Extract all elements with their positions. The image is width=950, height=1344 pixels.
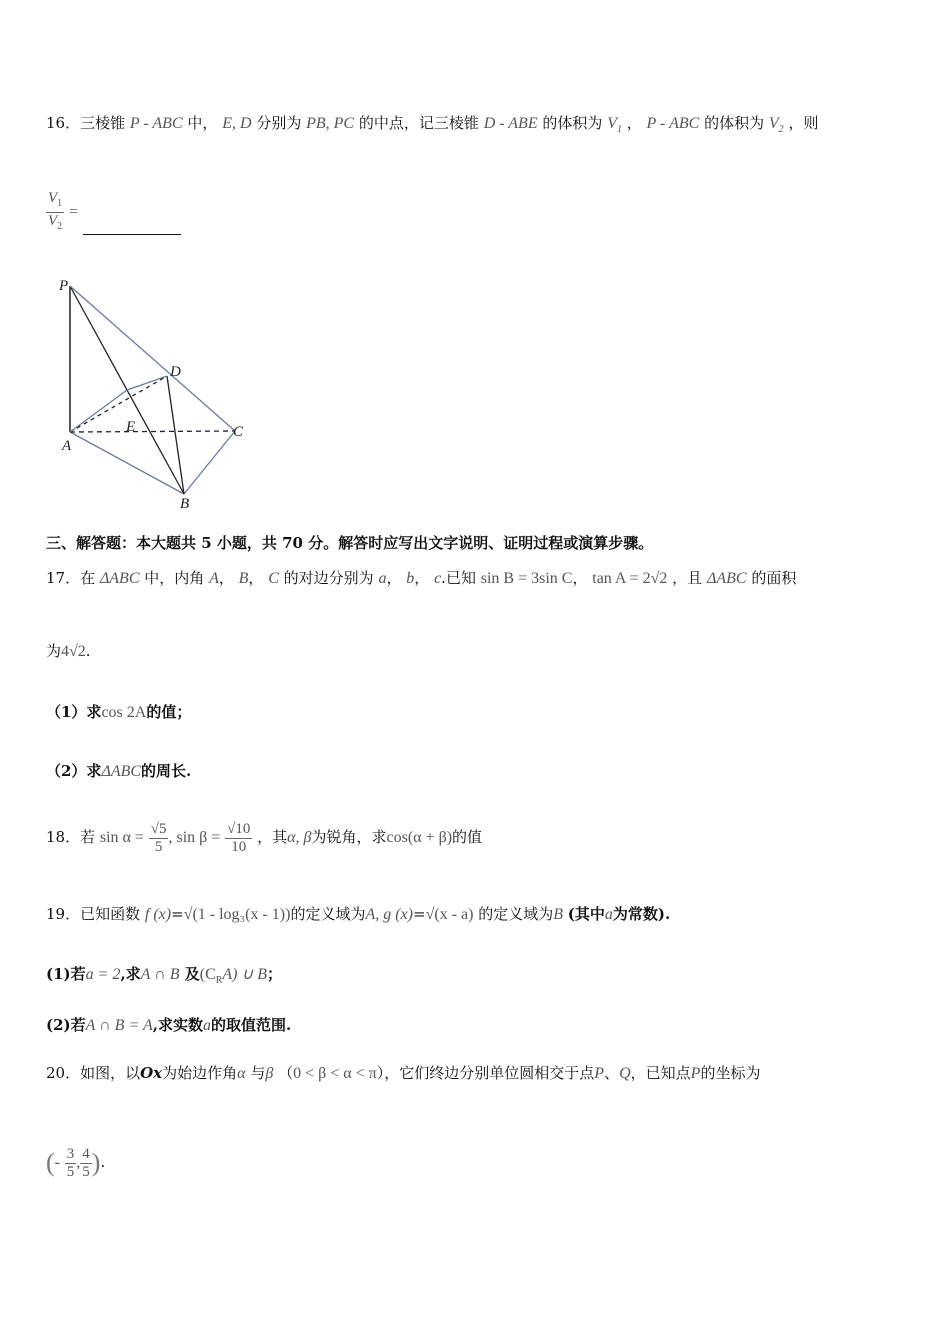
q17-math: a <box>378 570 387 587</box>
q20-text: ，已知点 <box>630 1064 691 1082</box>
q19-math: $(C_RA)$ ∪ B <box>199 966 267 987</box>
q17-text: . <box>85 642 91 660</box>
q16-text: ，则 <box>788 114 819 132</box>
q16-answer-blank[interactable] <box>83 216 181 235</box>
q18-number: 18．若 <box>46 828 96 846</box>
q17-text: 的值； <box>146 703 192 721</box>
q20-line1 <box>46 1062 760 1085</box>
figure-label-p: P <box>59 278 69 294</box>
q16-math-pabc2: P - ABC <box>646 115 700 132</box>
q20-text: . <box>100 1153 106 1171</box>
q17-line1 <box>46 567 796 590</box>
q19-math: A ∩ B <box>140 966 180 983</box>
q16-text: 分别为 <box>256 114 302 132</box>
q16-math-pbpc: PB, PC <box>306 115 355 132</box>
q20-text: 的坐标为 <box>700 1064 761 1082</box>
q19-math: a <box>202 1017 211 1034</box>
q16-text: 中， <box>187 114 218 132</box>
q20-math: Q <box>619 1065 631 1082</box>
q19-text: 为常数). <box>612 905 671 923</box>
q19-text: ,求 <box>120 965 141 983</box>
q18-fraction-1: $\frac{√5}{5}$ <box>150 820 167 855</box>
q20-text: （ <box>278 1064 294 1082</box>
section-heading: 三、解答题：本大题共 5 小题，共 70 分。解答时应写出文字说明、证明过程或演算步骤。 <box>46 534 654 552</box>
q17-part1 <box>46 701 191 724</box>
q17-text: ， <box>572 569 588 587</box>
q17-math: tan A = 2√2 <box>592 570 668 587</box>
q19-text: (1)若 <box>46 965 86 983</box>
q19-number: 19．已知函数 <box>46 905 141 923</box>
q20-text: 为始边作角 <box>162 1064 238 1082</box>
q16-math-dabe: D - ABE <box>483 115 538 132</box>
q19-text: 及 <box>184 965 200 983</box>
q17-number: 17．在 <box>46 569 96 587</box>
q19-text: ,求实数 <box>152 1016 203 1034</box>
q18-math: α, β <box>287 829 312 846</box>
q18-math: , sin β = <box>168 829 221 846</box>
q17-text: 的面积 <box>751 569 797 587</box>
q20-text: 与 <box>250 1064 266 1082</box>
q20-math: α <box>237 1065 246 1082</box>
figure-label-a: A <box>62 438 72 454</box>
q17-area: 4√2 <box>61 643 86 660</box>
q18-text: 的值 <box>452 828 483 846</box>
q17-part2 <box>46 760 191 783</box>
q19-text: = <box>171 905 184 923</box>
q17-math: C <box>268 570 279 587</box>
q16-math-v1: $V_1$ <box>607 115 622 136</box>
q17-math: c <box>434 570 442 587</box>
q16-text: 的体积为 <box>542 114 603 132</box>
q16-math-v2: $V_2$ <box>768 115 784 136</box>
q16-text: ， <box>626 114 642 132</box>
q19-part2 <box>46 1014 291 1037</box>
q19-math: f (x) <box>144 906 172 923</box>
q20-math: - <box>54 1154 60 1171</box>
q16-line1 <box>46 112 818 141</box>
q17-text: .已知 <box>441 569 476 587</box>
figure-label-b: B <box>180 496 190 512</box>
q18-math: cos(α + β) <box>386 829 453 846</box>
q20-math: β <box>265 1065 274 1082</box>
q18-line <box>46 812 482 863</box>
q17-math: B <box>238 570 249 587</box>
q19-text: ； <box>267 965 283 983</box>
q17-text: 的周长. <box>141 762 192 780</box>
q17-text: 为 <box>46 642 62 660</box>
q19-math: A, g (x) <box>365 906 413 923</box>
q17-math: ΔABC <box>101 763 142 780</box>
q19-math: A ∩ B = A <box>85 1017 153 1034</box>
q17-math: sin B = 3sin C <box>480 570 573 587</box>
q17-text: ，且 <box>672 569 703 587</box>
q17-math: A <box>209 570 219 587</box>
q20-math: P <box>594 1065 605 1082</box>
q20-math: P <box>690 1065 701 1082</box>
pyramid-figure <box>50 268 270 513</box>
q16-math-ed: E, D <box>222 115 252 132</box>
q19-math: a <box>604 906 613 923</box>
q19-text: = <box>412 905 426 923</box>
q20-fraction-x: $\frac{3}{5}$ <box>66 1145 75 1180</box>
q17-text: ， <box>386 569 402 587</box>
q17-math: cos 2A <box>101 704 147 721</box>
q19-math: a = 2 <box>85 966 121 983</box>
q20-fraction-y: $\frac{4}{5}$ <box>82 1145 90 1180</box>
q16-math-pabc: P - ABC <box>129 115 183 132</box>
q17-math: ΔABC <box>99 570 140 587</box>
q17-text: ， <box>248 569 264 587</box>
q19-math: √(x - a) <box>425 906 474 923</box>
q16-number: 16．三棱锥 <box>46 114 126 132</box>
q20-coordinate: (- $\frac{3}{5}$ , $\frac{4}{5}$ ). <box>46 1145 106 1180</box>
q17-text: ， <box>414 569 430 587</box>
q20-text: ），它们终边分别单位圆相交于点 <box>376 1064 595 1082</box>
q20-ox: Ox <box>140 1064 163 1082</box>
figure-label-c: C <box>233 424 244 440</box>
q19-text: (2)若 <box>46 1016 86 1034</box>
q19-part1 <box>46 963 282 992</box>
q17-text: （2）求 <box>46 762 102 780</box>
q19-math: B <box>553 906 564 923</box>
q16-ratio <box>46 190 181 235</box>
q16-text: 的体积为 <box>704 114 765 132</box>
q19-text: 的定义域为 <box>478 905 554 923</box>
q19-math: √(1 - log₃(x - 1)) <box>183 906 291 923</box>
q18-math: sin α = <box>99 829 144 846</box>
q18-text: 为锐角，求 <box>311 828 387 846</box>
q20-math: 0 < β < α < π <box>293 1065 377 1082</box>
q17-text: 中，内角 <box>144 569 205 587</box>
q19-text: (其中 <box>567 905 605 923</box>
figure-label-d: D <box>170 364 181 380</box>
q17-text: ， <box>218 569 234 587</box>
q17-math: b <box>406 570 415 587</box>
q17-text: （1）求 <box>46 703 102 721</box>
q16-fraction: $\frac{V_1}{V_2}$ <box>48 190 63 232</box>
q19-text: 的取值范围. <box>210 1016 292 1034</box>
q16-equals: = <box>68 203 78 221</box>
q20-text: 、 <box>604 1064 620 1082</box>
q20-math: , <box>76 1154 81 1171</box>
q19-line1 <box>46 903 670 926</box>
figure-label-e: E <box>126 419 136 435</box>
q18-text: ，其 <box>257 828 288 846</box>
q20-number: 20．如图，以 <box>46 1064 141 1082</box>
q18-fraction-2: $\frac{√10}{10}$ <box>227 820 251 855</box>
q17-math: ΔABC <box>706 570 747 587</box>
q17-text: 的对边分别为 <box>283 569 374 587</box>
q17-line2 <box>46 640 91 663</box>
q19-text: 的定义域为 <box>290 905 366 923</box>
q16-text: 的中点，记三棱锥 <box>358 114 479 132</box>
